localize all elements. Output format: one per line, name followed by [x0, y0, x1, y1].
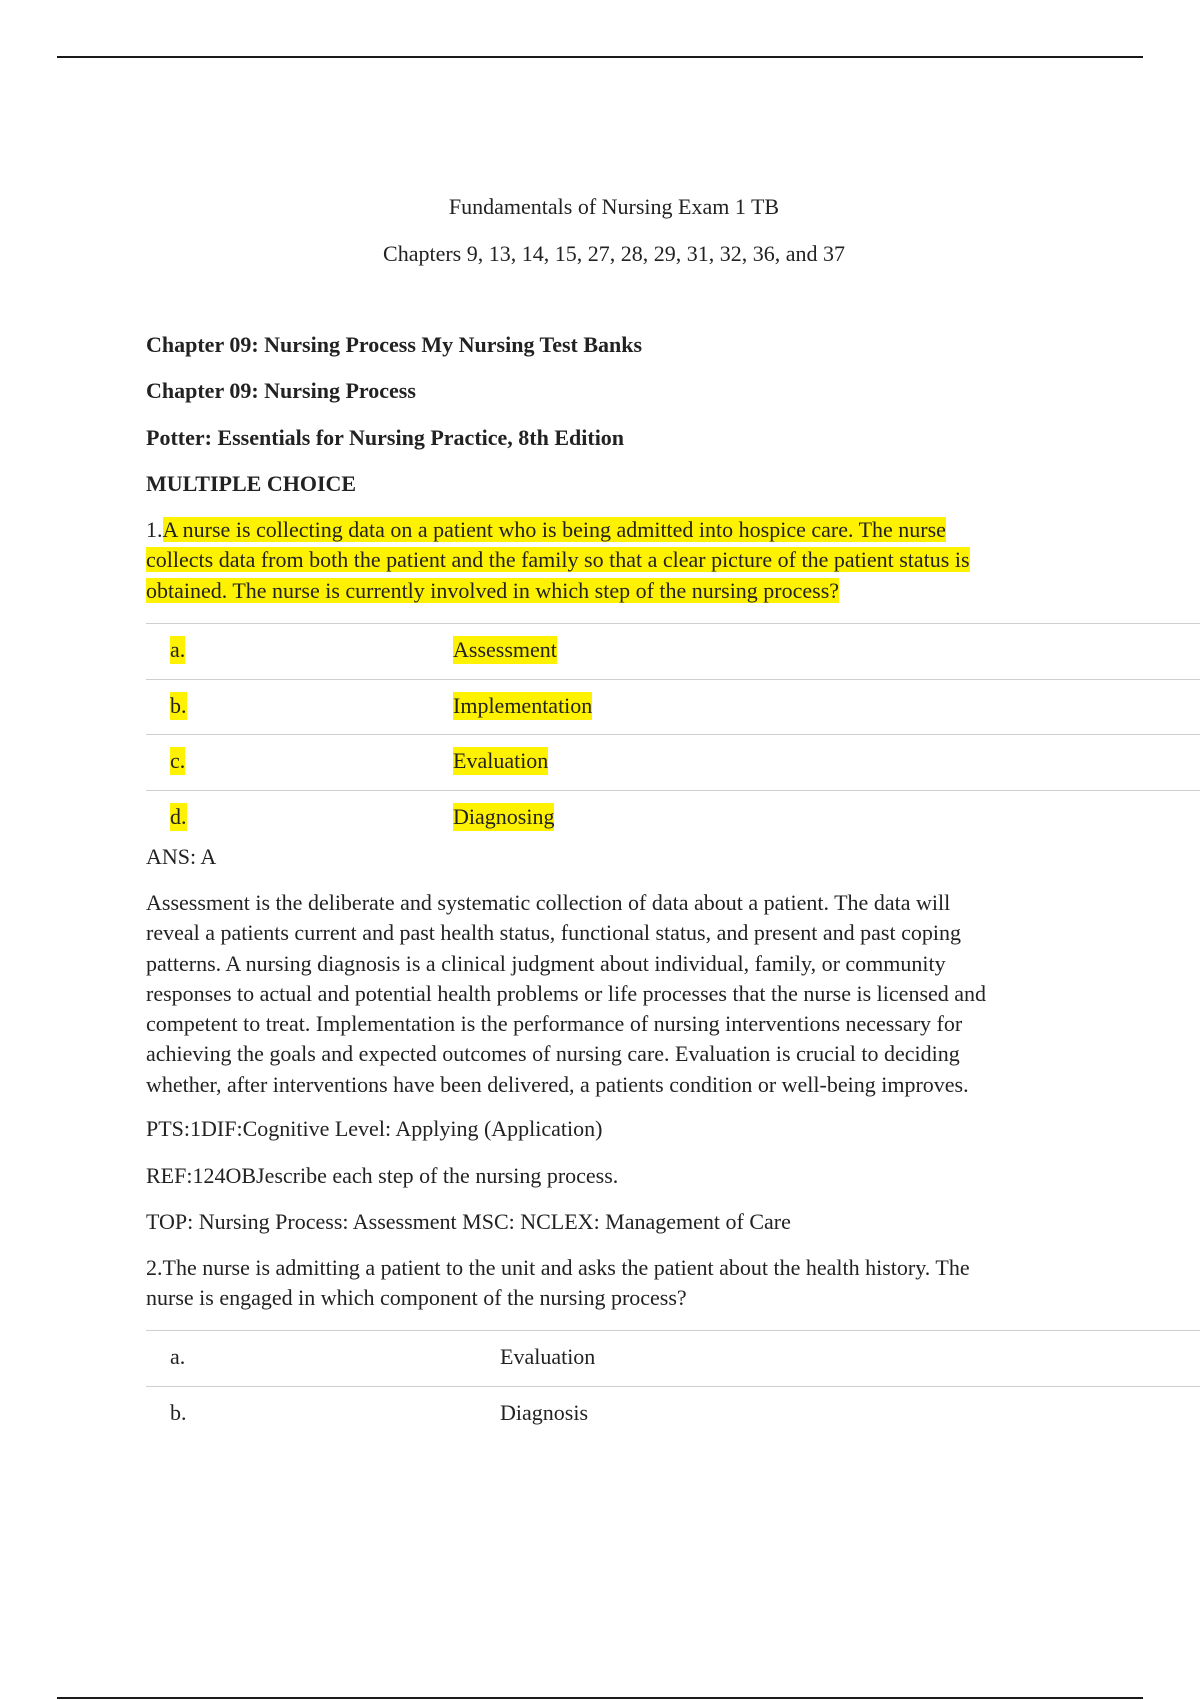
option-text: Diagnosing: [453, 803, 555, 829]
header-rule: [57, 56, 1143, 58]
points-difficulty: PTS:1DIF:Cognitive Level: Applying (Application): [146, 1116, 603, 1141]
document-subtitle: Chapters 9, 13, 14, 15, 27, 28, 29, 31, 32, 36, and 37: [383, 241, 845, 266]
option-letter: b.: [170, 1399, 187, 1425]
rationale: [146, 888, 1086, 1100]
rationale-line: whether, after interventions have been delivered, a patients condition or well-being improves.: [146, 1071, 969, 1097]
option-letter: a.: [170, 637, 186, 662]
question-1-text: A nurse is collecting data on a patient who is being admitted into hospice care. The nurse: [162, 517, 946, 542]
topic: TOP: Nursing Process: Assessment MSC: NCLEX: Management of Care: [146, 1209, 791, 1234]
option-text: Diagnosis: [500, 1399, 588, 1425]
option-row: [146, 1386, 1200, 1442]
rationale-line: Assessment is the deliberate and systematic collection of data about a patient. The data will: [146, 890, 951, 915]
question-1-stem: [146, 515, 1086, 606]
question-2-options: [146, 1330, 1200, 1441]
option-text: Evaluation: [453, 748, 549, 774]
question-1-text: obtained. The nurse is currently involved in which step of the nursing process?: [146, 577, 840, 603]
option-text: Implementation: [453, 692, 593, 718]
question-2-stem-line: [146, 1253, 1086, 1283]
chapter-title: Chapter 09: Nursing Process: [146, 378, 416, 403]
option-letter: b.: [170, 692, 187, 718]
question-1-stem-line: [146, 545, 1086, 575]
question-1-options: [146, 623, 1200, 845]
question-2-stem-line: nurse is engaged in which component of the nursing process?: [146, 1285, 687, 1311]
question-2-text: The nurse is admitting a patient to the unit and asks the patient about the health history. The: [162, 1255, 970, 1280]
option-text: Assessment: [453, 637, 557, 662]
reference: REF:124OBJescribe each step of the nursing process.: [146, 1163, 619, 1188]
section-type: MULTIPLE CHOICE: [146, 471, 357, 496]
book-title: Potter: Essentials for Nursing Practice, 8th Edition: [146, 425, 625, 450]
option-letter: a.: [170, 1344, 186, 1369]
question-2-number: 2.: [146, 1255, 163, 1280]
answer-key: ANS: A: [146, 844, 217, 869]
option-row: [146, 679, 1200, 735]
rationale-line: competent to treat. Implementation is the performance of nursing interventions necessary for: [146, 1011, 963, 1037]
question-2-stem: [146, 1253, 1086, 1314]
option-text: Evaluation: [500, 1344, 596, 1369]
chapter-heading: Chapter 09: Nursing Process My Nursing Test Banks: [146, 332, 643, 357]
rationale-line: reveal a patients current and past health status, functional status, and present and past coping: [146, 920, 961, 946]
option-row: [146, 623, 1200, 679]
document-title: Fundamentals of Nursing Exam 1 TB: [448, 194, 780, 219]
rationale-line: achieving the goals and expected outcomes of nursing care. Evaluation is crucial to deciding: [146, 1041, 960, 1067]
option-letter: c.: [170, 748, 186, 774]
rationale-line: responses to actual and potential health problems or life processes that the nurse is licensed and: [146, 980, 987, 1006]
option-row: [146, 1330, 1200, 1386]
option-letter: d.: [170, 803, 187, 829]
footer-rule: [57, 1697, 1143, 1699]
question-1-stem-line: [146, 576, 1086, 606]
question-1-text: collects data from both the patient and the family so that a clear picture of the patient status is: [146, 547, 970, 573]
rationale-line: patterns. A nursing diagnosis is a clinical judgment about individual, family, or community: [146, 950, 946, 976]
option-row: [146, 790, 1200, 846]
question-1-stem-line: [146, 515, 1086, 545]
question-1-number: 1.: [146, 517, 163, 542]
option-row: [146, 734, 1200, 790]
